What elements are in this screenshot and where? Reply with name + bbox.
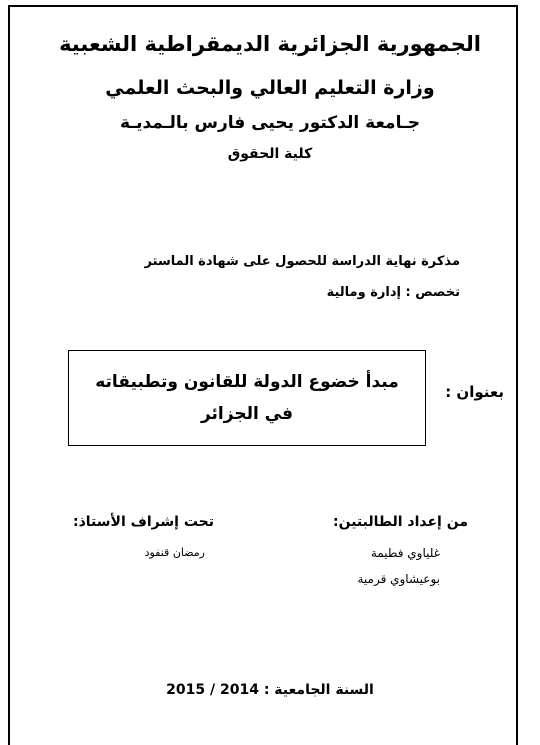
student-name: غلياوي فطيمة [370,546,440,560]
thesis-title-line-1: مبدأ خضوع الدولة للقانون وتطبيقاته [95,372,399,392]
student-name: بوعيشاوي قرمية [357,572,440,586]
thesis-title-box [68,350,426,446]
university-heading: جـامعة الدكتور يحيى فارس بالـمديـة [119,113,421,133]
supervisor-label: تحت إشراف الأستاذ: [73,514,214,530]
supervisor-name: رمضان قنفود [144,546,205,559]
ministry-heading: وزارة التعليم العالي والبحث العلمي [105,77,435,99]
academic-year: السنة الجامعية : 2014 / 2015 [166,682,374,698]
students-label: من إعداد الطالبتين: [333,514,468,530]
memo-purpose: مذكرة نهاية الدراسة للحصول على شهادة الماستر [144,254,460,269]
thesis-title-line-2: في الجزائر [200,404,294,424]
republic-heading: الجمهورية الجزائرية الديمقراطية الشعبية [59,32,481,56]
thesis-title-label: بعنوان : [445,383,504,401]
specialization: تخصص : إدارة ومالية [326,285,460,300]
faculty-heading: كلية الحقوق [227,146,313,162]
